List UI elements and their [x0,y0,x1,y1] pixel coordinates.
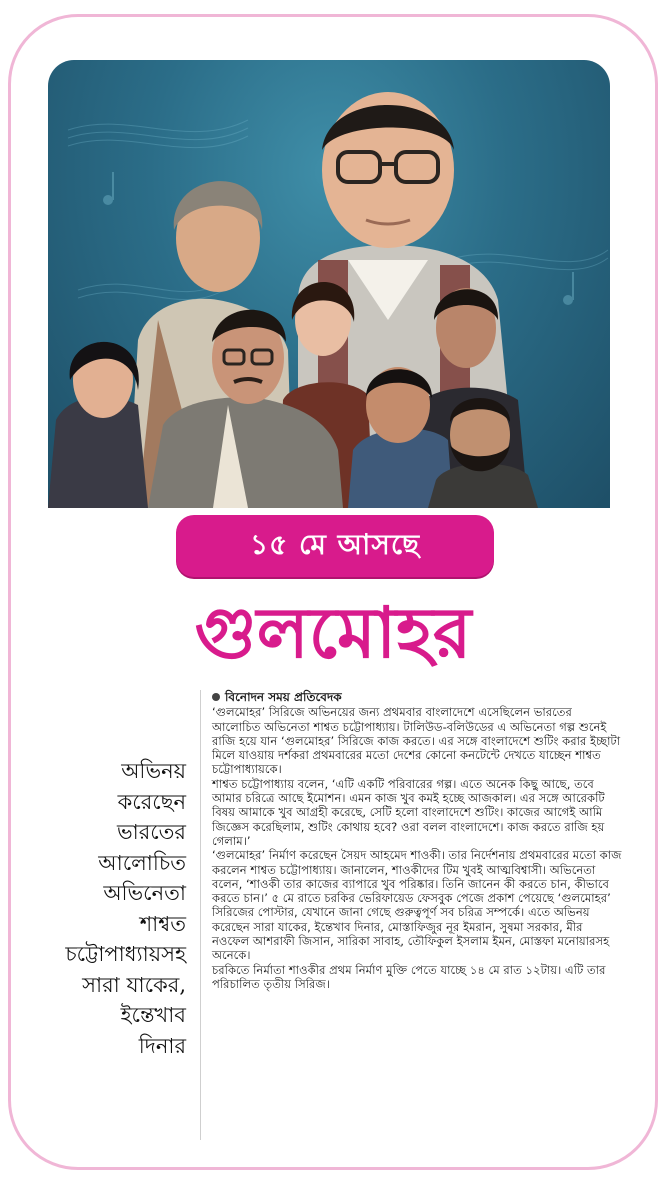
pull-quote-line: ভারতের [116,820,186,844]
series-poster-image [48,60,610,508]
article-paragraph: চরকিতে নির্মাতা শাওকীর প্রথম নির্মাণ মুক্তি পেতে যাচ্ছে ১৪ মে রাত ১২টায়। এটি তার পরিচালিত তৃতীয় সিরিজ। [212,962,606,991]
pull-quote [28,756,186,1136]
pull-quote-line: দিনার [138,1033,186,1058]
article-paragraph: ‘গুলমোহর’ নির্মাণ করেছেন সৈয়দ আহমেদ শাওকী। তার নির্দেশনায় প্রথমবারের মতো কাজ করলেন শাশ্বত চট্টোপাধ্যায়। জানালেন, শাওকীদের টিম খুবই আত্মবিশ্বাসী। অভিনেতা বলেন, ‘শাওকী তার কাজের ব্যাপারে খুব পরিষ্কার। তিনি জানেন কী করতে চান, কীভাবে করতে চান।’ ৫ মে রাতে চরকির ভেরিফায়েড ফেসবুক পেজে প্রকাশ পেয়েছে ‘গুলমোহর’ সিরিজের পোস্টার, যেখানে জানা গেছে গুরুত্বপূর্ণ সব চরিত্র সম্পর্কে। এতে অভিনয় করেছেন সারা যাকের, ইন্তেখাব দিনার, মোস্তাফিজুর নূর ইমরান, সুষমা সরকার, মীর নওফেল আশরাফী জিসান, সারিকা সাবাহ, তৌফিকুল ইসলাম ইমন, মোস্তফা মনোয়ারসহ অনেকে। [212,848,622,963]
pull-quote-line: চট্টোপাধ্যায়সহ [65,942,186,966]
article-paragraph: শাশ্বত চট্টোপাধ্যায় বলেন, ‘এটি একটি পরিবারের গল্প। এতে অনেক কিছু আছে, তবে আমার চরিত্রে আছে ইমোশন। এমন কাজ খুব কমই হচ্ছে আজকাল। এর সঙ্গে আরেকটি বিষয় আমাকে খুব আগ্রহী করেছে, সেটি হলো বাংলাদেশে শুটিং। কাজের আগেই আমি জিজ্ঞেস করেছিলাম, শুটিং কোথায় হবে? ওরা বলল বাংলাদেশে। কাজ করতে রাজি হয় গেলাম।’ [212,776,605,848]
bullet-icon [212,693,220,701]
release-date-text: ১৫ মে আসছে [249,527,421,561]
pull-quote-line: সারা যাকের, [82,972,186,997]
article-body [212,690,622,1140]
release-date-banner [176,515,494,577]
pull-quote-line: শাশ্বত [139,911,186,936]
pull-quote-line: আলোচিত [98,850,186,875]
column-divider [200,690,201,1140]
byline-text: বিনোদন সময় প্রতিবেদক [225,690,342,704]
pull-quote-line: করেছেন [117,789,186,814]
series-title-headline: গুলমোহর [194,592,472,674]
pull-quote-line: অভিনয় [121,759,186,783]
pull-quote-line: অভিনেতা [103,881,186,905]
byline [212,690,622,704]
article-paragraph: ‘গুলমোহর’ সিরিজে অভিনয়ের জন্য প্রথমবার বাংলাদেশে এসেছিলেন ভারতের আলোচিত অভিনেতা শাশ্বত চট্টোপাধ্যায়। টালিউড-বলিউডের এ অভিনেতা গল্প শুনেই রাজি হয়ে যান ‘গুলমোহর’ সিরিজে কাজ করতে। এর সঙ্গে বাংলাদেশে শুটিং করার ইচ্ছাটা মিলে যাওয়ায় দর্শকরা প্রথমবারের মতো দেশের কোনো কনটেন্টে দেখতে যাচ্ছেন শাশ্বত চট্টোপাধ্যায়কে। [212,705,621,777]
pull-quote-line: ইন্তেখাব [120,1003,186,1027]
poster-illustration [48,60,610,508]
